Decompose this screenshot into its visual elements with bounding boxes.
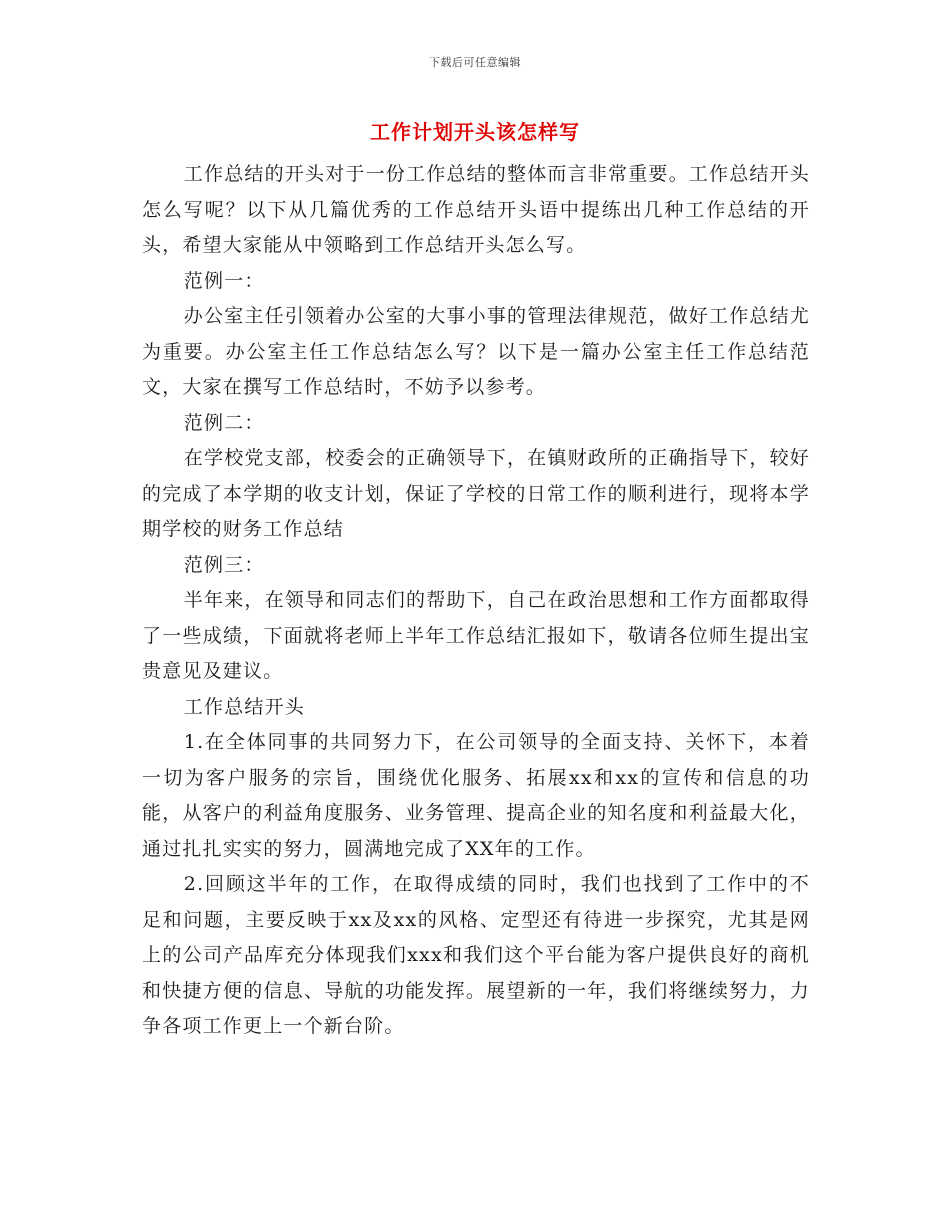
paragraph-item-1: 1.在全体同事的共同努力下，在公司领导的全面支持、关怀下，本着一切为客户服务的宗旨，围绕优化服务、拓展xx和xx的宣传和信息的功能，从客户的利益角度服务、业务管理、提高企业的知名度和利益最大化，通过扎扎实实的努力，圆满地完成了XX年的工作。 [142,731,810,860]
paragraph-example-3: 半年来，在领导和同志们的帮助下，自己在政治思想和工作方面都取得了一些成绩，下面就将老师上半年工作总结汇报如下，敬请各位师生提出宝贵意见及建议。 [142,589,810,682]
paragraph-example-3-heading: 范例三： [183,553,265,576]
document-title: 工作计划开头该怎样写 [370,120,580,144]
paragraph-item-2: 2.回顾这半年的工作，在取得成绩的同时，我们也找到了工作中的不足和问题，主要反映于xx及xx的风格、定型还有待进一步探究，尤其是网上的公司产品库充分体现我们xxx和我们这个平台能为客户提供良好的商机和快捷方便的信息、导航的功能发挥。展望新的一年，我们将继续努力，力争各项工作更上一个新台阶。 [142,873,810,1037]
paragraph-example-2: 在学校党支部，校委会的正确领导下，在镇财政所的正确指导下，较好的完成了本学期的收支计划，保证了学校的日常工作的顺利进行，现将本学期学校的财务工作总结 [142,447,810,540]
paragraph-example-2-heading: 范例二： [183,411,265,434]
paragraph-example-1: 办公室主任引领着办公室的大事小事的管理法律规范，做好工作总结尤为重要。办公室主任工作总结怎么写？以下是一篇办公室主任工作总结范文，大家在撰写工作总结时，不妨予以参考。 [142,305,810,398]
document-body [142,157,810,1045]
paragraph-intro: 工作总结的开头对于一份工作总结的整体而言非常重要。工作总结开头怎么写呢？以下从几篇优秀的工作总结开头语中提练出几种工作总结的开头，希望大家能从中领略到工作总结开头怎么写。 [142,163,810,256]
paragraph-example-1-heading: 范例一： [183,269,265,292]
paragraph-section-heading: 工作总结开头 [183,695,305,718]
page-header-note: 下载后可任意编辑 [429,56,521,69]
